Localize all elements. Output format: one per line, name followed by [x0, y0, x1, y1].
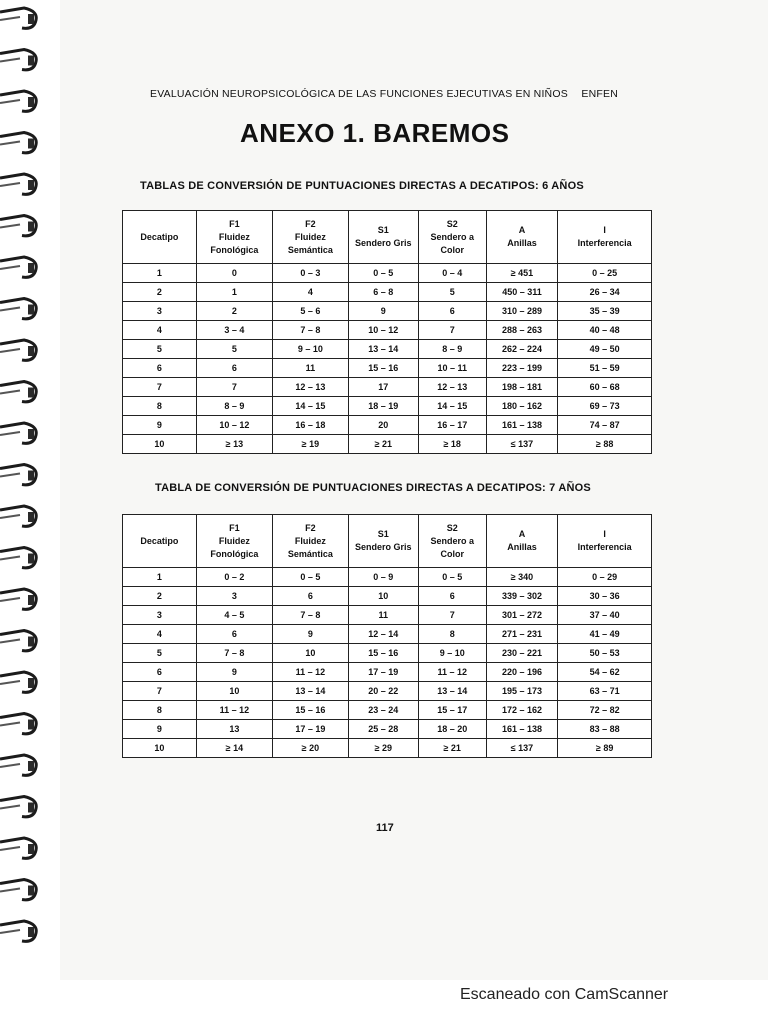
table-cell: 0 [196, 264, 272, 283]
table-cell: 63 – 71 [558, 682, 652, 701]
baremo-table-6 [122, 210, 652, 454]
column-header [272, 515, 348, 568]
table-row [123, 720, 652, 739]
table-cell: 16 – 18 [272, 416, 348, 435]
table-cell: 310 – 289 [486, 302, 558, 321]
table-cell: 0 – 4 [418, 264, 486, 283]
table-row [123, 644, 652, 663]
column-code: F2 [305, 522, 316, 533]
spiral-coil [0, 423, 36, 443]
table-cell: ≥ 88 [558, 435, 652, 454]
table-cell: 9 [123, 720, 197, 739]
table-cell: 17 – 19 [272, 720, 348, 739]
table-cell: 3 [123, 606, 197, 625]
spiral-coil [0, 631, 36, 651]
table-cell: 5 [123, 644, 197, 663]
spiral-coil [0, 133, 36, 153]
table-cell: 14 – 15 [418, 397, 486, 416]
table-cell: ≥ 14 [196, 739, 272, 758]
table-cell: 10 [272, 644, 348, 663]
table-cell: 8 – 9 [418, 340, 486, 359]
column-label: Sendero a Color [430, 231, 474, 255]
page-number: 117 [376, 822, 394, 834]
spiral-coil [0, 465, 36, 485]
table-row [123, 340, 652, 359]
table-cell: 4 [123, 321, 197, 340]
column-header [418, 211, 486, 264]
table-cell: 450 – 311 [486, 283, 558, 302]
baremo-table-7 [122, 514, 652, 758]
table-cell: 13 – 14 [272, 682, 348, 701]
table-cell: 2 [196, 302, 272, 321]
column-header [486, 211, 558, 264]
table-cell: ≥ 451 [486, 264, 558, 283]
table-row [123, 625, 652, 644]
column-code: A [518, 529, 526, 539]
table-cell: 60 – 68 [558, 378, 652, 397]
column-label: Fluidez Semántica [287, 535, 333, 559]
column-label: Sendero a Color [430, 535, 474, 559]
table-cell: 10 – 11 [418, 359, 486, 378]
column-header [123, 211, 197, 264]
spiral-coil [0, 50, 36, 70]
table-cell: 4 – 5 [196, 606, 272, 625]
column-label: Sendero Gris [355, 542, 412, 552]
table-row [123, 302, 652, 321]
column-header [486, 515, 558, 568]
table-cell: 20 – 22 [348, 682, 418, 701]
column-code: S2 [446, 522, 458, 533]
column-label: Fluidez Fonológica [210, 535, 259, 559]
table-row [123, 359, 652, 378]
table-cell: 172 – 162 [486, 701, 558, 720]
table-cell: 6 [123, 359, 197, 378]
table-cell: 30 – 36 [558, 587, 652, 606]
column-code: F2 [305, 218, 316, 229]
column-label: Fluidez Semántica [287, 231, 333, 255]
table-cell: 15 – 17 [418, 701, 486, 720]
table-cell: 0 – 29 [558, 568, 652, 587]
column-label: Anillas [507, 238, 537, 248]
table-cell: 3 – 4 [196, 321, 272, 340]
spiral-coil [0, 257, 36, 277]
column-code: F1 [229, 218, 240, 229]
table-cell: 12 – 14 [348, 625, 418, 644]
table-cell: ≥ 340 [486, 568, 558, 587]
table-cell: 2 [123, 283, 197, 302]
running-code: ENFEN [581, 88, 618, 100]
table-row [123, 416, 652, 435]
table-cell: ≤ 137 [486, 739, 558, 758]
table-cell: 69 – 73 [558, 397, 652, 416]
table-row [123, 568, 652, 587]
table-cell: 195 – 173 [486, 682, 558, 701]
table-cell: 37 – 40 [558, 606, 652, 625]
running-header [150, 88, 630, 100]
table-cell: 12 – 13 [418, 378, 486, 397]
spiral-coil [0, 8, 36, 28]
column-label: Sendero Gris [355, 238, 412, 248]
table-row [123, 739, 652, 758]
scanner-watermark: Escaneado con CamScanner [460, 986, 669, 1003]
table-cell: 0 – 9 [348, 568, 418, 587]
table-row [123, 378, 652, 397]
table-cell: 7 [196, 378, 272, 397]
table-cell: 0 – 5 [272, 568, 348, 587]
table-cell: 288 – 263 [486, 321, 558, 340]
table-cell: ≥ 29 [348, 739, 418, 758]
table-cell: 5 [418, 283, 486, 302]
table-cell: 9 – 10 [272, 340, 348, 359]
table-cell: 5 – 6 [272, 302, 348, 321]
table-cell: 17 [348, 378, 418, 397]
table-cell: ≥ 19 [272, 435, 348, 454]
table-cell: 1 [196, 283, 272, 302]
table-cell: 223 – 199 [486, 359, 558, 378]
table-cell: 7 [123, 682, 197, 701]
table-cell: 26 – 34 [558, 283, 652, 302]
table-cell: 6 [196, 359, 272, 378]
table-cell: 339 – 302 [486, 587, 558, 606]
table-cell: 72 – 82 [558, 701, 652, 720]
spiral-coil [0, 548, 36, 568]
spiral-coil [0, 91, 36, 111]
table-row [123, 701, 652, 720]
table-cell: 3 [123, 302, 197, 321]
table-cell: 4 [123, 625, 197, 644]
table-cell: 8 [123, 701, 197, 720]
table-cell: 11 – 12 [418, 663, 486, 682]
table-cell: 11 – 12 [196, 701, 272, 720]
table-cell: ≥ 89 [558, 739, 652, 758]
table-caption-7: TABLA DE CONVERSIÓN DE PUNTUACIONES DIRECTAS A DECATIPOS: 7 AÑOS [155, 482, 591, 494]
table-cell: 198 – 181 [486, 378, 558, 397]
spiral-coil [0, 340, 36, 360]
table-cell: 3 [196, 587, 272, 606]
table-row [123, 606, 652, 625]
table-cell: ≥ 21 [348, 435, 418, 454]
table-cell: 6 [418, 587, 486, 606]
spiral-coil [0, 714, 36, 734]
table-row [123, 321, 652, 340]
table-cell: 7 [418, 606, 486, 625]
table-row [123, 283, 652, 302]
column-label: Interferencia [577, 238, 632, 248]
column-label: Fluidez Fonológica [210, 231, 259, 255]
table-cell: 18 – 20 [418, 720, 486, 739]
table-cell: 262 – 224 [486, 340, 558, 359]
table-cell: 10 – 12 [348, 321, 418, 340]
table-cell: 5 [196, 340, 272, 359]
column-header [558, 515, 652, 568]
table-cell: 10 – 12 [196, 416, 272, 435]
table-row [123, 397, 652, 416]
spiral-binding [0, 0, 46, 960]
table-cell: 10 [123, 739, 197, 758]
table-cell: 9 – 10 [418, 644, 486, 663]
table-row [123, 682, 652, 701]
table-cell: 6 [418, 302, 486, 321]
table-cell: 40 – 48 [558, 321, 652, 340]
table-cell: 17 – 19 [348, 663, 418, 682]
column-header [196, 211, 272, 264]
table-cell: ≥ 13 [196, 435, 272, 454]
table-cell: 15 – 16 [348, 644, 418, 663]
table-cell: 9 [272, 625, 348, 644]
table-cell: 161 – 138 [486, 720, 558, 739]
table-row [123, 435, 652, 454]
column-header [418, 515, 486, 568]
column-code: F1 [229, 522, 240, 533]
spiral-coil [0, 382, 36, 402]
table-cell: 0 – 25 [558, 264, 652, 283]
table-cell: 9 [348, 302, 418, 321]
table-cell: 271 – 231 [486, 625, 558, 644]
table-row [123, 663, 652, 682]
column-header [196, 515, 272, 568]
table-cell: 0 – 3 [272, 264, 348, 283]
running-title: EVALUACIÓN NEUROPSICOLÓGICA DE LAS FUNCIONES EJECUTIVAS EN NIÑOS [150, 88, 568, 100]
table-cell: 7 – 8 [272, 321, 348, 340]
table-cell: 0 – 2 [196, 568, 272, 587]
table-cell: 220 – 196 [486, 663, 558, 682]
table-cell: 9 [196, 663, 272, 682]
table-cell: 161 – 138 [486, 416, 558, 435]
table-cell: 6 [123, 663, 197, 682]
table-cell: 11 – 12 [272, 663, 348, 682]
table-cell: 9 [123, 416, 197, 435]
spiral-coil [0, 506, 36, 526]
column-header [348, 515, 418, 568]
table-cell: 23 – 24 [348, 701, 418, 720]
column-label: Decatipo [140, 535, 179, 546]
column-label: Anillas [507, 542, 537, 552]
spiral-coil [0, 755, 36, 775]
column-code: S2 [446, 218, 458, 229]
table-cell: 13 [196, 720, 272, 739]
page-title: ANEXO 1. BAREMOS [240, 118, 510, 148]
table-cell: 54 – 62 [558, 663, 652, 682]
table-cell: 20 [348, 416, 418, 435]
column-header [558, 211, 652, 264]
table-cell: 15 – 16 [272, 701, 348, 720]
table-cell: 180 – 162 [486, 397, 558, 416]
table-cell: 10 [123, 435, 197, 454]
table-cell: 301 – 272 [486, 606, 558, 625]
table-cell: 13 – 14 [348, 340, 418, 359]
table-cell: 35 – 39 [558, 302, 652, 321]
table-cell: 8 [418, 625, 486, 644]
table-cell: 0 – 5 [348, 264, 418, 283]
table-cell: ≥ 21 [418, 739, 486, 758]
table-cell: 83 – 88 [558, 720, 652, 739]
table-cell: 16 – 17 [418, 416, 486, 435]
table-cell: ≥ 18 [418, 435, 486, 454]
table-cell: 12 – 13 [272, 378, 348, 397]
table-cell: 7 [418, 321, 486, 340]
table-cell: 41 – 49 [558, 625, 652, 644]
column-code: S1 [377, 225, 389, 235]
table-row [123, 264, 652, 283]
table-cell: 10 [348, 587, 418, 606]
table-cell: 7 – 8 [272, 606, 348, 625]
table-cell: 7 [123, 378, 197, 397]
table-cell: 6 [196, 625, 272, 644]
table-cell: 230 – 221 [486, 644, 558, 663]
spiral-coil [0, 672, 36, 692]
table-cell: ≥ 20 [272, 739, 348, 758]
table-cell: 4 [272, 283, 348, 302]
spiral-coil [0, 838, 36, 858]
table-cell: 74 – 87 [558, 416, 652, 435]
spiral-coil [0, 880, 36, 900]
table-cell: 49 – 50 [558, 340, 652, 359]
table-cell: 11 [272, 359, 348, 378]
table-caption-6: TABLAS DE CONVERSIÓN DE PUNTUACIONES DIRECTAS A DECATIPOS: 6 AÑOS [140, 180, 584, 192]
table-cell: 15 – 16 [348, 359, 418, 378]
column-header [123, 515, 197, 568]
table-cell: 51 – 59 [558, 359, 652, 378]
column-code: A [518, 225, 526, 235]
table-cell: 25 – 28 [348, 720, 418, 739]
spiral-coil [0, 216, 36, 236]
table-cell: 18 – 19 [348, 397, 418, 416]
table-cell: 50 – 53 [558, 644, 652, 663]
table-cell: 0 – 5 [418, 568, 486, 587]
column-label: Decatipo [140, 231, 179, 242]
table-cell: 6 [272, 587, 348, 606]
table-cell: 11 [348, 606, 418, 625]
table-cell: 1 [123, 568, 197, 587]
table-cell: 10 [196, 682, 272, 701]
column-label: Interferencia [577, 542, 632, 552]
table-cell: 8 – 9 [196, 397, 272, 416]
table-cell: ≤ 137 [486, 435, 558, 454]
spiral-coil [0, 921, 36, 941]
table-row [123, 587, 652, 606]
spiral-coil [0, 174, 36, 194]
column-code: I [603, 225, 606, 235]
column-header [272, 211, 348, 264]
spiral-coil [0, 797, 36, 817]
table-cell: 8 [123, 397, 197, 416]
column-code: S1 [377, 529, 389, 539]
spiral-coil [0, 589, 36, 609]
table-cell: 1 [123, 264, 197, 283]
table-cell: 14 – 15 [272, 397, 348, 416]
column-header [348, 211, 418, 264]
spiral-coil [0, 299, 36, 319]
table-cell: 2 [123, 587, 197, 606]
column-code: I [603, 529, 606, 539]
table-cell: 6 – 8 [348, 283, 418, 302]
table-cell: 13 – 14 [418, 682, 486, 701]
table-cell: 5 [123, 340, 197, 359]
table-cell: 7 – 8 [196, 644, 272, 663]
